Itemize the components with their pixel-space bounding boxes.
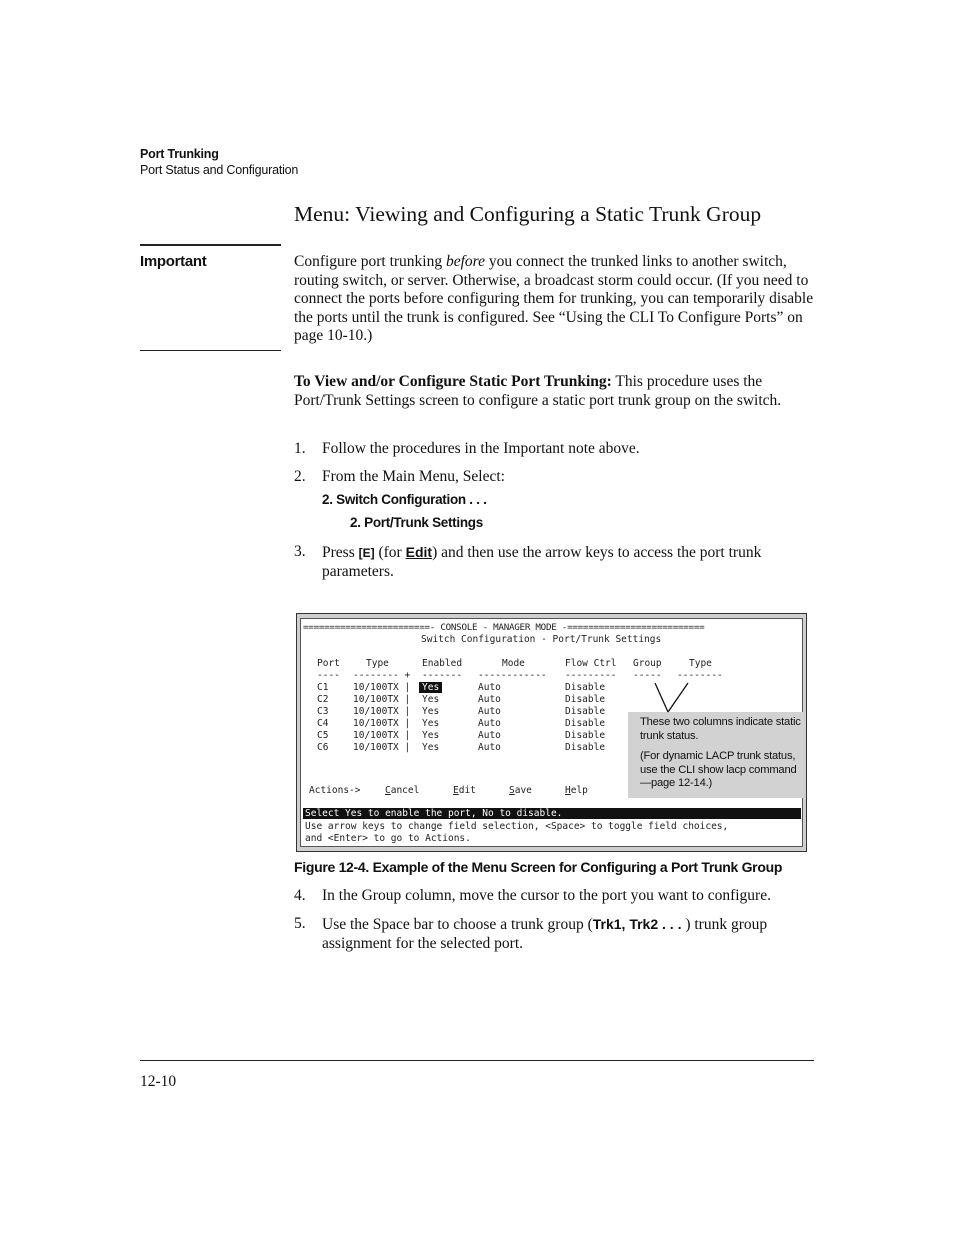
- col-dash-enabled: -------: [422, 670, 463, 681]
- callout-text-static: These two columns indicate static trunk status.: [640, 716, 801, 742]
- col-header-type: Type: [366, 658, 389, 669]
- table-row-mode: Auto: [478, 694, 501, 705]
- col-dash-mode: ------------: [478, 670, 547, 681]
- table-row-enabled[interactable]: Yes: [422, 718, 440, 729]
- menu-path-port-trunk-settings: 2. Port/Trunk Settings: [350, 515, 483, 530]
- col-dash-port: ----: [317, 670, 340, 681]
- trunk-group-values: Trk1, Trk2 . . .: [592, 916, 682, 932]
- col-header-enabled: Enabled: [422, 658, 463, 669]
- page-number: 12-10: [140, 1073, 177, 1090]
- table-row-flow-ctrl: Disable: [565, 694, 606, 705]
- table-row-type: 10/100TX |: [353, 718, 411, 729]
- table-row-port: C5: [317, 730, 329, 741]
- col-dash-group: -----: [633, 670, 662, 681]
- console-status-bar: Select Yes to enable the port, No to disable.: [303, 808, 801, 819]
- emphasis-before: before: [445, 253, 485, 270]
- table-row-flow-ctrl: Disable: [565, 706, 606, 717]
- col-header-group-type: Type: [689, 658, 712, 669]
- procedure-lead: To View and/or Configure Static Port Trunking:: [294, 373, 612, 390]
- edit-action[interactable]: Edit: [453, 785, 476, 796]
- table-row-flow-ctrl: Disable: [565, 682, 606, 693]
- save-action[interactable]: Save: [509, 785, 532, 796]
- callout-text-lacp: (For dynamic LACP trunk status, use the CLI show lacp command—page 12-14.): [640, 750, 797, 789]
- table-row-port: C2: [317, 694, 329, 705]
- table-row-flow-ctrl: Disable: [565, 742, 606, 753]
- console-help-line-2: and <Enter> to go to Actions.: [305, 833, 471, 844]
- col-header-mode: Mode: [502, 658, 525, 669]
- section-title: Menu: Viewing and Configuring a Static Trunk Group: [294, 202, 762, 226]
- procedure-intro: To View and/or Configure Static Port Trunking: This procedure uses the Port/Trunk Settings screen to configure a static port trunk group on the switch.: [294, 373, 782, 409]
- table-row-type: 10/100TX |: [353, 682, 411, 693]
- table-row-type: 10/100TX |: [353, 706, 411, 717]
- table-row-mode: Auto: [478, 730, 501, 741]
- table-row-flow-ctrl: Disable: [565, 730, 606, 741]
- cancel-action[interactable]: Cancel: [385, 785, 420, 796]
- table-row-enabled[interactable]: Yes: [422, 730, 440, 741]
- col-dash-group-type: --------: [677, 670, 723, 681]
- console-banner: ========================- CONSOLE - MANAGER MODE -==========================: [303, 622, 705, 633]
- actions-label: Actions->: [309, 785, 361, 796]
- help-action[interactable]: Help: [565, 785, 588, 796]
- console-help-line-1: Use arrow keys to change field selection, <Space> to toggle field choices,: [305, 821, 729, 832]
- table-row-mode: Auto: [478, 706, 501, 717]
- important-label: Important: [140, 253, 207, 270]
- figure-caption: Figure 12-4. Example of the Menu Screen for Configuring a Port Trunk Group: [294, 859, 783, 875]
- table-row-enabled[interactable]: Yes: [422, 694, 440, 705]
- table-row-mode: Auto: [478, 742, 501, 753]
- callout-arrows-icon: [640, 676, 696, 716]
- key-e: [E]: [358, 546, 375, 560]
- table-row-port: C4: [317, 718, 329, 729]
- table-row-port: C1: [317, 682, 329, 693]
- col-dash-flow-ctrl: ---------: [565, 670, 617, 681]
- table-row-enabled[interactable]: Yes: [422, 706, 440, 717]
- important-text: Configure port trunking before you connect the trunked links to another switch, routing switch, or server. Otherwise, a broadcast storm could occur. (If you need to connect the ports before configuring them for trunking, you can temporarily disable the ports until the trunk is configured. See “Using the CLI To Configure Ports” on page 10-10.): [294, 253, 814, 345]
- table-row-type: 10/100TX |: [353, 694, 411, 705]
- important-bottom-rule: [140, 350, 281, 351]
- col-header-port: Port: [317, 658, 340, 669]
- table-row-mode: Auto: [478, 718, 501, 729]
- important-top-rule: [140, 244, 281, 246]
- menu-path-switch-configuration: 2. Switch Configuration . . .: [322, 492, 487, 507]
- key-edit: Edit: [405, 544, 433, 560]
- table-row-type: 10/100TX |: [353, 742, 411, 753]
- console-subtitle: Switch Configuration - Port/Trunk Settings: [421, 634, 662, 645]
- col-header-group: Group: [633, 658, 662, 669]
- col-header-flow-ctrl: Flow Ctrl: [565, 658, 617, 669]
- running-header-section: Port Status and Configuration: [140, 163, 299, 177]
- enabled-field-selected[interactable]: Yes: [419, 682, 442, 693]
- col-dash-type: -------- +: [353, 670, 411, 681]
- table-row-mode: Auto: [478, 682, 501, 693]
- footer-rule: [140, 1060, 814, 1061]
- running-header-chapter: Port Trunking: [140, 147, 219, 161]
- table-row-port: C6: [317, 742, 329, 753]
- table-row-type: 10/100TX |: [353, 730, 411, 741]
- table-row-port: C3: [317, 706, 329, 717]
- table-row-enabled[interactable]: Yes: [422, 742, 440, 753]
- table-row-flow-ctrl: Disable: [565, 718, 606, 729]
